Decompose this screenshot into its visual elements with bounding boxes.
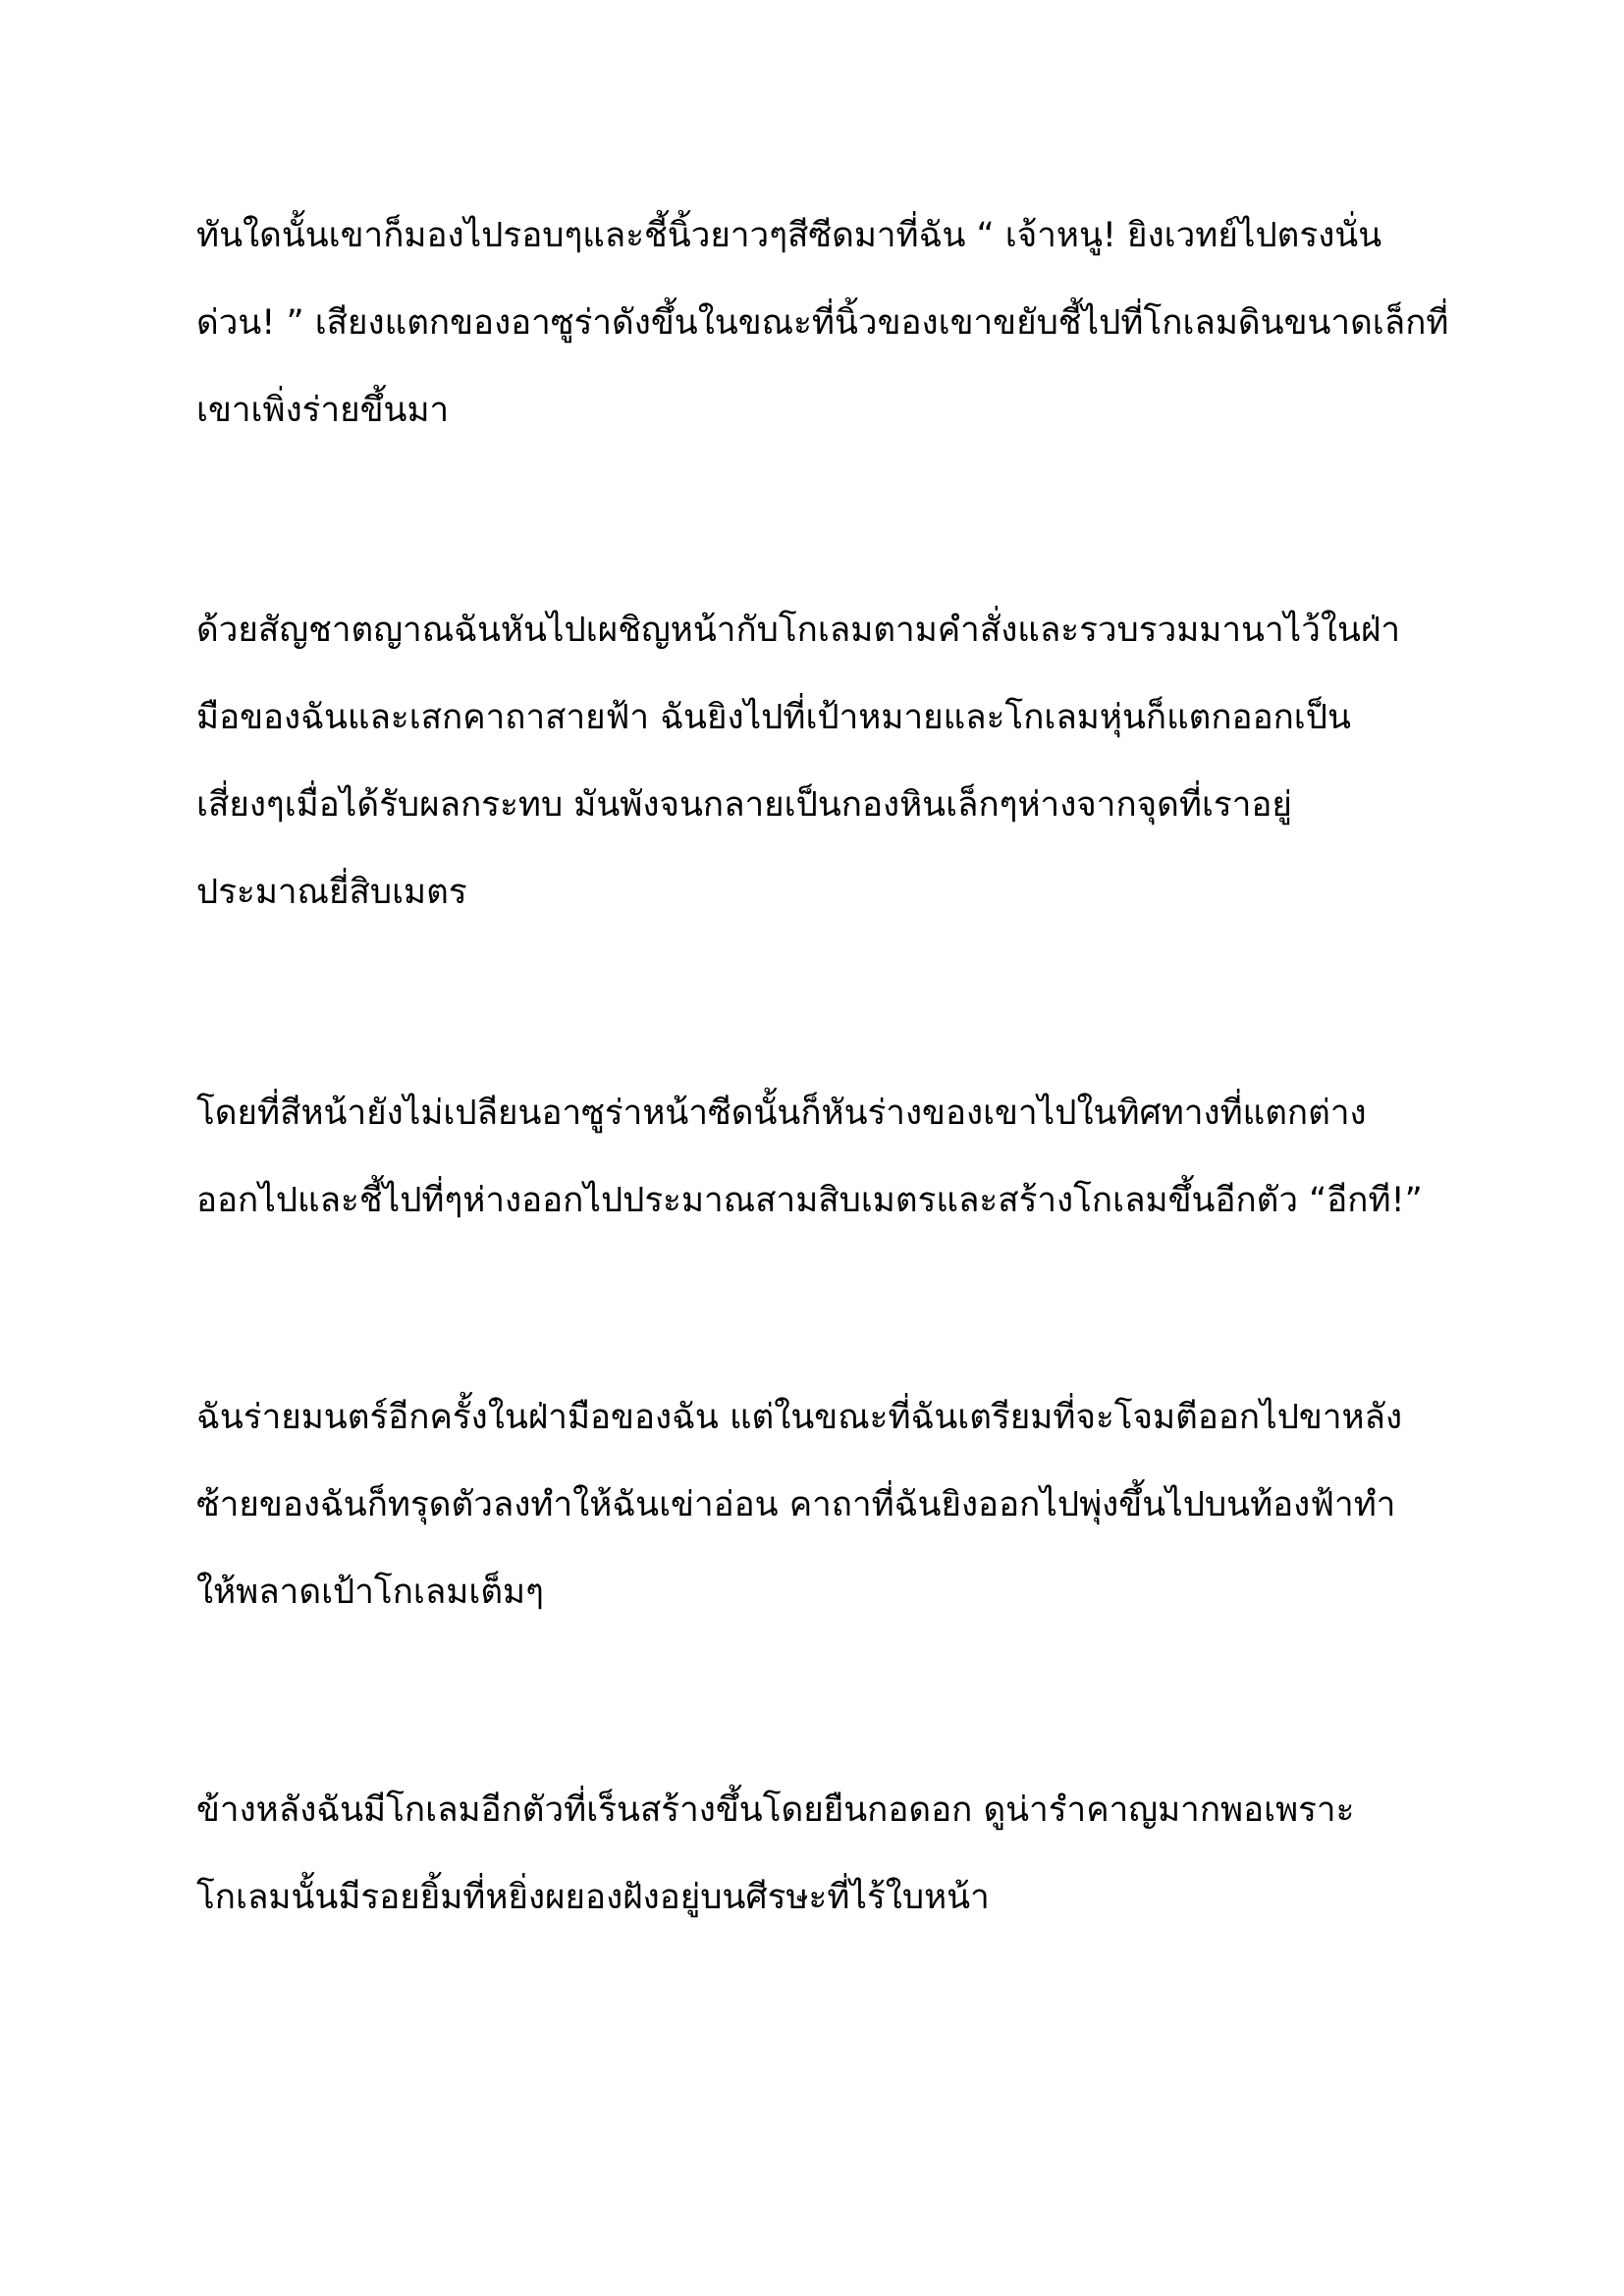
paragraph-5 [196,1767,1453,1942]
paragraph-line: โดยที่สีหน้ายังไม่เปลียนอาซูร่าหน้าซีดนั้นก็หันร่างของเขาไปในทิศทางที่แตกต่าง [196,1094,1367,1133]
paragraph-line: ซ้ายของฉันก็ทรุดตัวลงทำให้ฉันเข่าอ่อน คาถาที่ฉันยิงออกไปพุ่งขึ้นไปบนท้องฟ้าทำ [196,1485,1396,1524]
paragraph-line: เขาเพิ่งร่ายขึ้นมา [196,391,450,430]
paragraph-line: เสี่ยงๆเมื่อได้รับผลกระทบ มันพังจนกลายเป็นกองหินเล็กๆห่างจากจุดที่เราอยู่ [196,785,1292,825]
paragraph-line: ออกไปและชี้ไปที่ๆห่างออกไปประมาณสามสิบเมตรและสร้างโกเลมขึ้นอีกตัว “อีกที!” [196,1181,1423,1220]
paragraph-2 [196,587,1453,936]
paragraph-1 [196,192,1453,454]
paragraph-3 [196,1070,1453,1245]
paragraph-line: ด้วยสัญชาตญาณฉันหันไปเผชิญหน้ากับโกเลมตามคำสั่งและรวบรวมมานาไว้ในฝ่า [196,611,1401,650]
paragraph-line: ด่วน! ” เสียงแตกของอาซูร่าดังขึ้นในขณะที่นิ้วของเขาขยับชี้ไปที่โกเลมดินขนาดเล็กที่ [196,303,1449,343]
paragraph-line: ข้างหลังฉันมีโกเลมอีกตัวที่เร็นสร้างขึ้นโดยยืนกอดอก ดูน่ารำคาญมากพอเพราะ [196,1790,1355,1830]
paragraph-line: โกเลมนั้นมีรอยยิ้มที่หยิ่งผยองฝังอยู่บนศีรษะที่ไร้ใบหน้า [196,1878,990,1917]
paragraph-4 [196,1374,1453,1636]
paragraph-line: ประมาณยี่สิบเมตร [196,873,467,912]
paragraph-line: ทันใดนั้นเขาก็มองไปรอบๆและชี้นิ้วยาวๆสีซีดมาที่ฉัน “ เจ้าหนู! ยิงเวทย์ไปตรงนั่น [196,216,1382,255]
paragraph-line: ฉันร่ายมนตร์อีกครั้งในฝ่ามือของฉัน แต่ในขณะที่ฉันเตรียมที่จะโจมตีออกไปขาหลัง [196,1398,1403,1437]
paragraph-line: มือของฉันและเสกคาถาสายฟ้า ฉันยิงไปที่เป้าหมายและโกเลมหุ่นก็แตกออกเป็น [196,698,1351,737]
paragraph-line: ให้พลาดเป้าโกเลมเต็มๆ [196,1573,544,1612]
